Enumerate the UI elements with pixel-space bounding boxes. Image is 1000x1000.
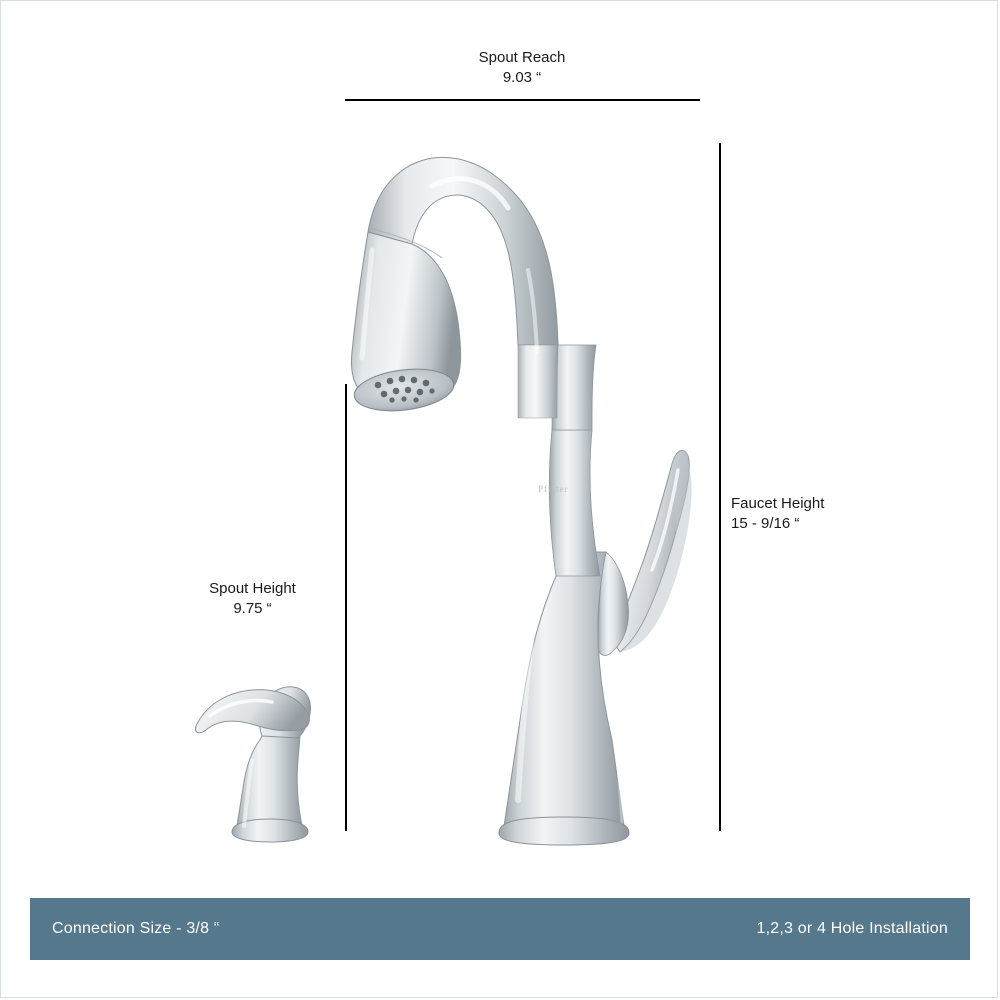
spout-reach-label-value: 9.03 “ xyxy=(502,69,542,86)
brand-watermark: Pfister xyxy=(538,484,569,494)
faucet-height-label-text: Faucet Height xyxy=(731,495,825,512)
spout-reach-label-text: Spout Reach xyxy=(478,49,566,66)
footer-info-bar xyxy=(30,898,970,960)
spout-height-label-value: 9.75 “ xyxy=(233,600,272,617)
spout-height-label-text: Spout Height xyxy=(209,580,296,597)
spout-reach-dimension-line xyxy=(345,99,700,101)
faucet-height-label-value: 15 - 9/16 “ xyxy=(731,515,800,532)
connection-size-text: Connection Size - 3/8 “ xyxy=(52,920,220,937)
faucet-height-label xyxy=(731,494,961,534)
hole-installation-text: 1,2,3 or 4 Hole Installation xyxy=(756,920,948,937)
faucet-height-dimension-line xyxy=(719,143,721,831)
spout-reach-label xyxy=(402,48,642,88)
spout-height-label xyxy=(170,579,335,619)
spout-height-dimension-line xyxy=(345,384,347,831)
